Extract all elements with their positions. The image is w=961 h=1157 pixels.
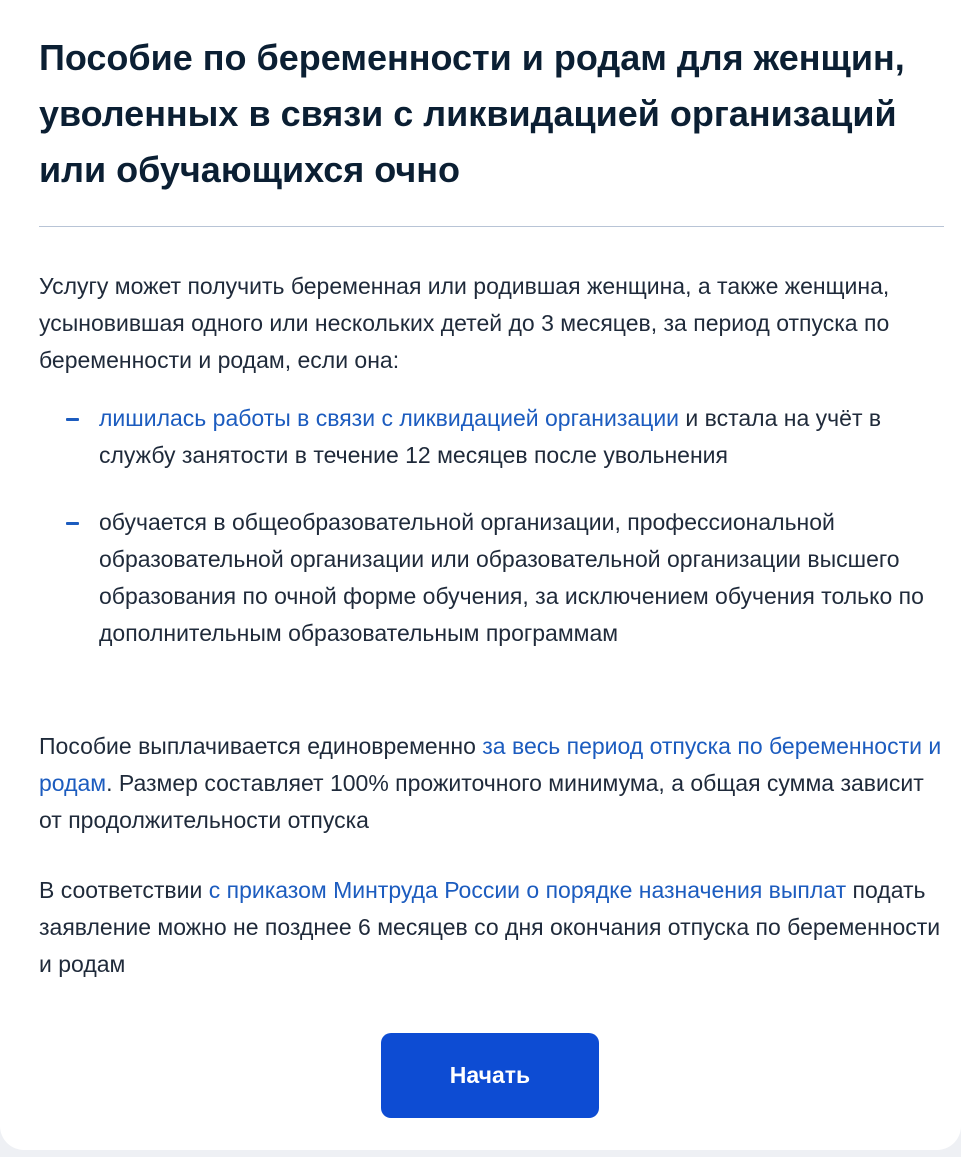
leave-period-link[interactable]: за весь период отпуска по беременности и родам: [39, 733, 942, 796]
start-button[interactable]: Начать: [381, 1033, 599, 1118]
condition-item-full-time-study: [39, 504, 944, 652]
liquidation-link[interactable]: лишилась работы в связи с ликвидацией организации: [99, 405, 680, 431]
title-divider: [39, 226, 944, 227]
conditions-list-second: [39, 504, 944, 652]
mintrud-order-link[interactable]: с приказом Минтруда России о порядке назначения выплат: [208, 877, 847, 903]
payment-text-before: Пособие выплачивается единовременно: [39, 733, 483, 759]
condition-item-liquidation: [39, 400, 944, 474]
payment-info: [39, 728, 944, 839]
conditions-list: [39, 400, 944, 474]
condition-text: и встала на учёт в службу занятости в течение 12 месяцев после увольнения: [99, 405, 882, 468]
deadline-text-before: В соответствии: [39, 877, 209, 903]
payment-text-after: . Размер составляет 100% прожиточного минимума, а общая сумма зависит от продолжительности отпуска: [39, 770, 924, 833]
deadline-text-after: подать заявление можно не позднее 6 месяцев со дня окончания отпуска по беременности и родам: [39, 877, 941, 977]
eligibility-intro: Услугу может получить беременная или родившая женщина, а также женщина, усыновившая одного или нескольких детей до 3 месяцев, за период отпуска по беременности и родам, если она:: [39, 273, 890, 373]
page-title: Пособие по беременности и родам для женщин, уволенных в связи с ликвидацией организаций или обучающихся очно: [39, 37, 905, 190]
condition-text: обучается в общеобразовательной организации, профессиональной образовательной организации или образовательной организации высшего образования по очной форме обучения, за исключением обучения только по дополнительным образовательным программам: [99, 509, 924, 646]
dash-bullet-icon: [66, 522, 79, 525]
dash-bullet-icon: [66, 418, 79, 421]
deadline-info: [39, 872, 944, 983]
